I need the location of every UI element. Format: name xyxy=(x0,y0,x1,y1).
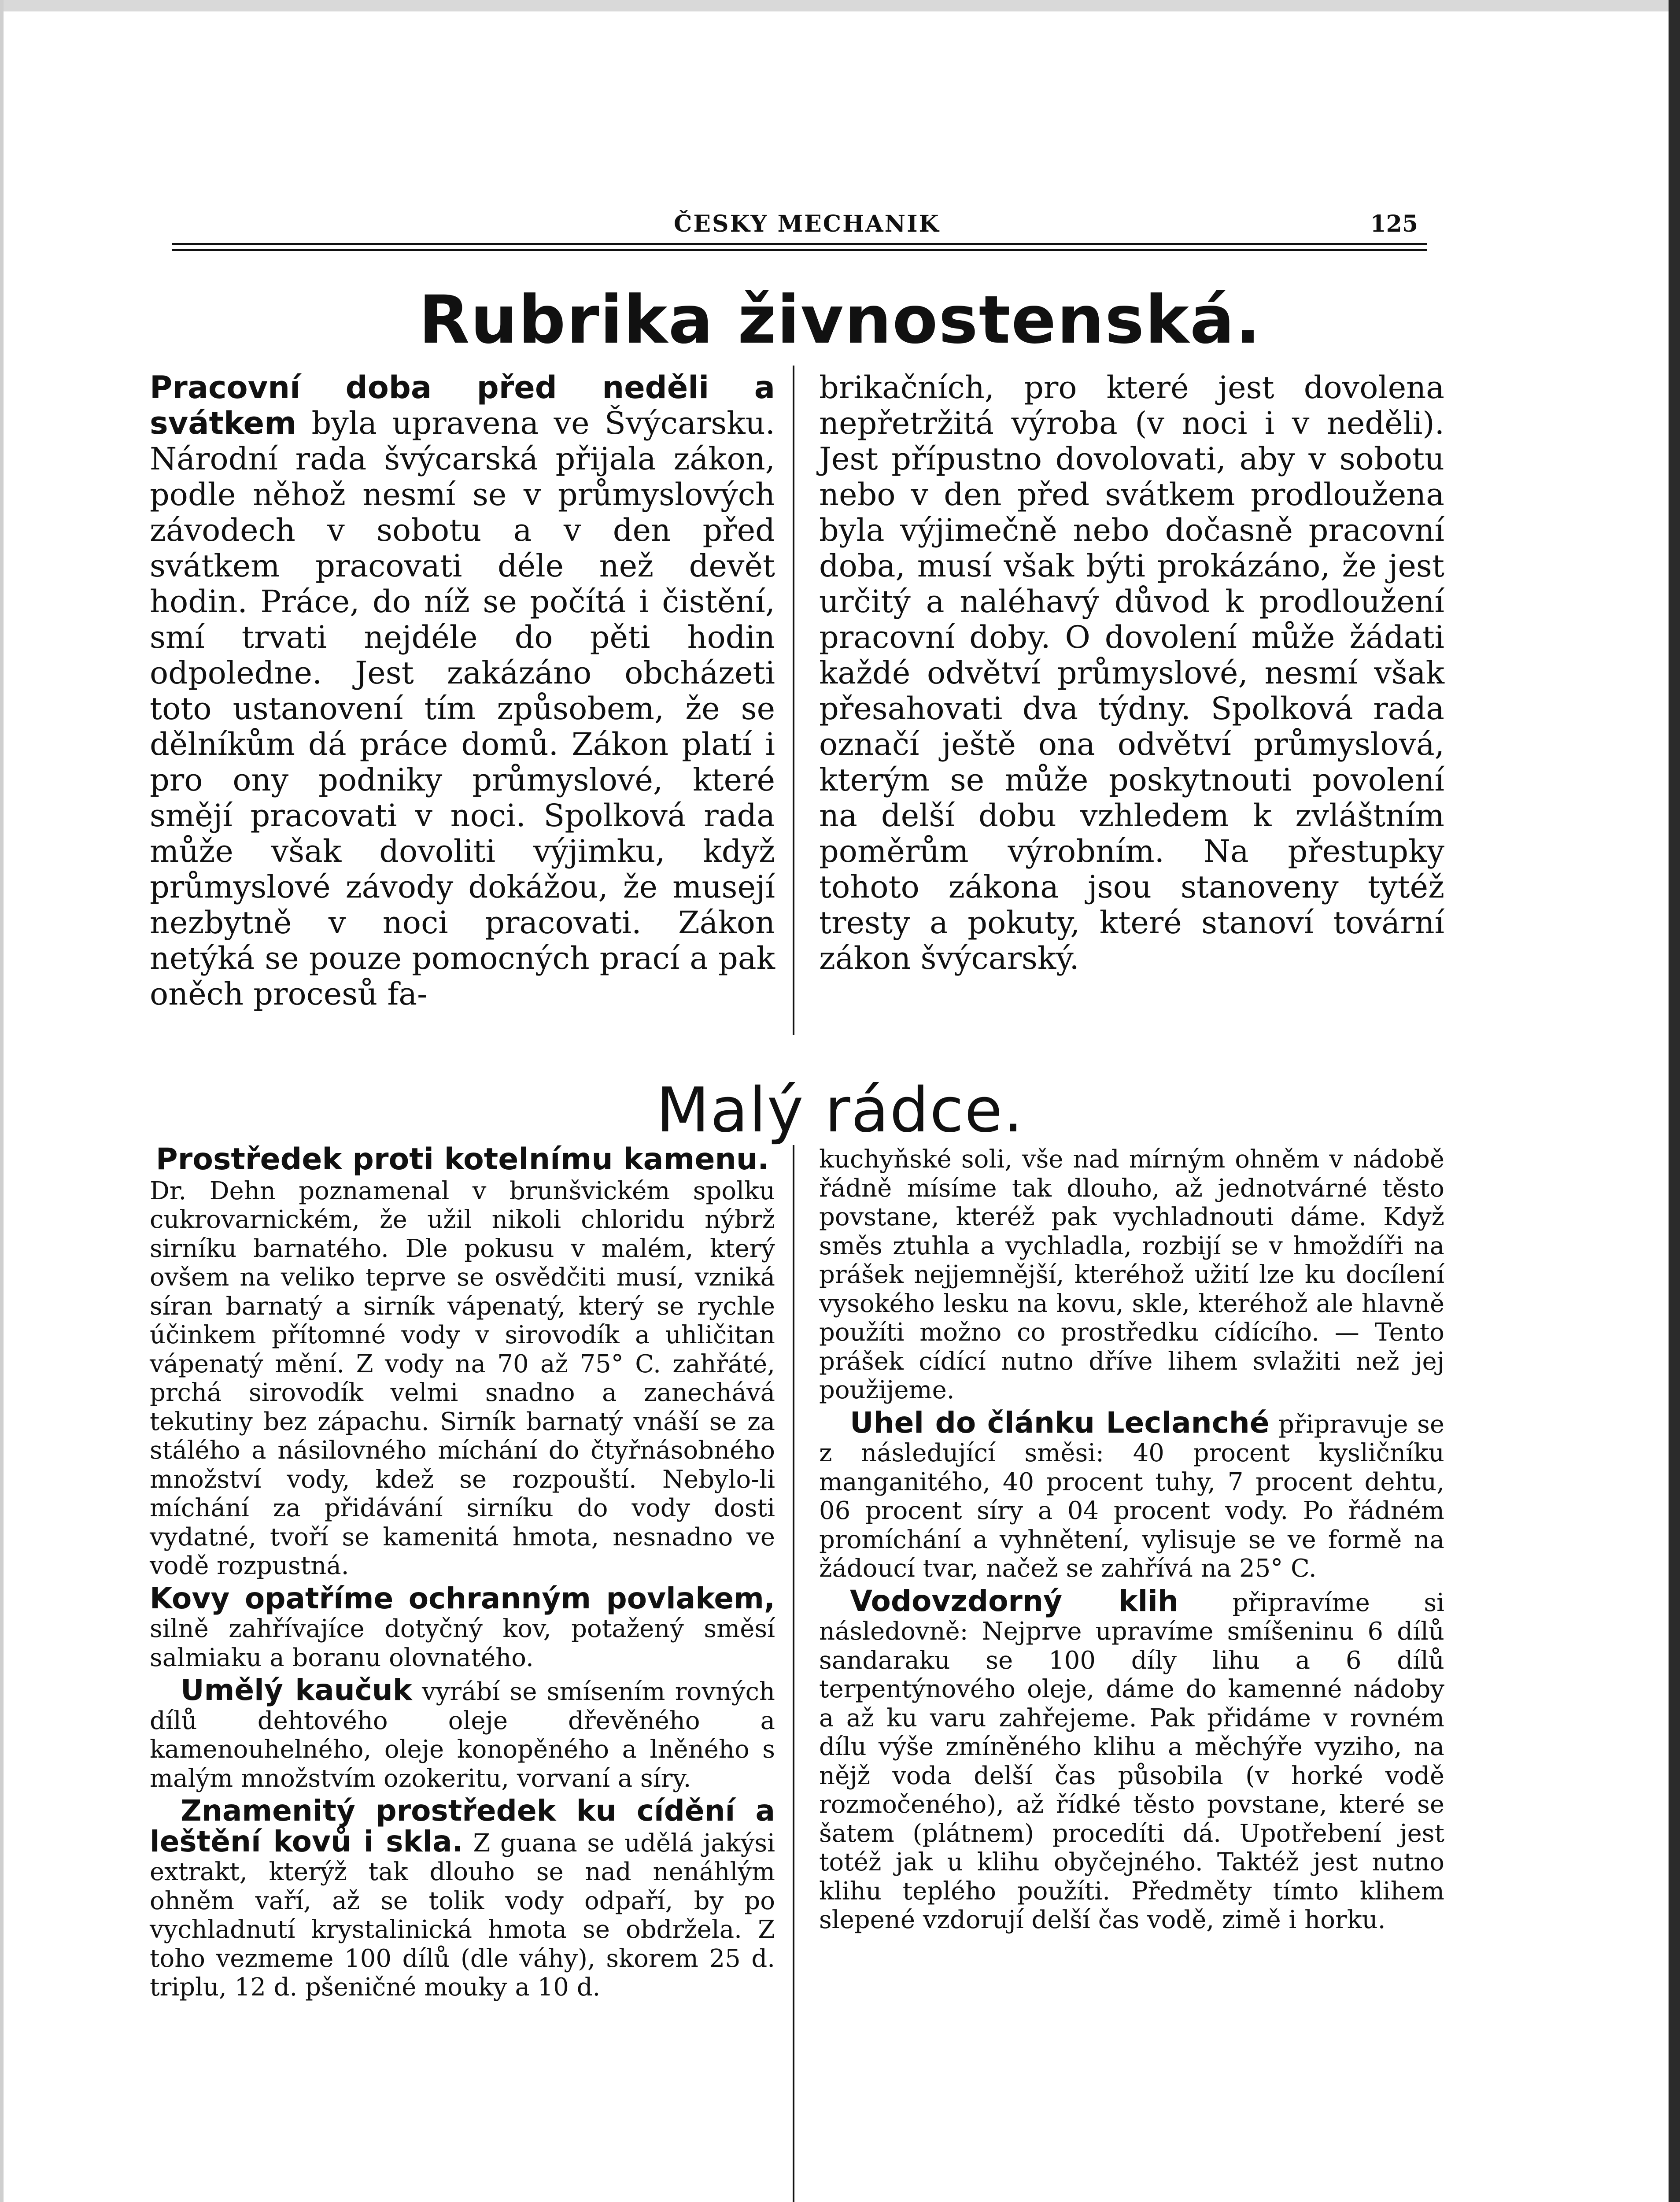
tips-column-left xyxy=(150,1142,775,2002)
article-column-right xyxy=(819,370,1444,976)
tip-text-leclanche: připravuje se z následující směsi: 40 procent kysličníku manganitého, 40 procent tuhy, 7 procent dehtu, 06 procent síry a 04 procent vody. Po řádném promíchání a vyhnětení, vylisuje se ve formě na žádoucí tvar, načež se zahřívá na 25° C. xyxy=(819,1410,1444,1583)
running-header xyxy=(172,211,1418,237)
tip-title-kotelni-kamen: Prostředek proti kotelnímu kamenu. xyxy=(155,1142,769,1177)
column-divider-top xyxy=(793,366,794,1035)
tip-text-klih: připravíme si následovně: Nejprve upravíme smíšeninu 6 dílů sandaraku se 100 díly lihu a 6 dílů terpentýnového oleje, dáme do kamenné nádoby a až ku varu zahřejeme. Pak přidáme v rovném dílu výše zmíněného klihu a měchýře vyziho, na nějž voda delší čas působila (v horké vodě rozmočeného), až řídké těsto povstane, které se šatem (plátnem) procedíti dá. Upotřebení jest totéž jak u klihu obyčejného. Taktéž jest nutno klihu teplého použíti. Předměty tímto klihem slepené vzdorují delší čas vodě, zimě i horku. xyxy=(819,1588,1444,1934)
tip-text-cideni-continued: kuchyňské soli, vše nad mírným ohněm v nádobě řádně mísíme tak dlouho, až jednotvárné těsto povstane, kteréž pak vychladnouti dáme. Když směs ztuhla a vychladla, rozbijí se v hmoždíři na prášek nejjemnější, kteréhož užití lze ku docílení vysokého lesku na kovu, skle, kteréhož ale hlavně použíti možno co prostředku cídícího. — Tento prášek cídící nutno dříve lihem svlažiti než jej použijeme. xyxy=(819,1145,1444,1404)
tip-lead-cideni: Znamenitý prostředek ku cídění a leštění kovů i skla. xyxy=(150,1794,775,1858)
header-rule-1 xyxy=(172,243,1427,245)
header-rule-2 xyxy=(172,249,1427,251)
tip-text-povlak: silně zahřívajíce dotyčný kov, potažený směsí salmiaku a boranu olovnatého. xyxy=(150,1615,775,1672)
article-column-left xyxy=(150,370,775,1012)
journal-title: ČESKY MECHANIK xyxy=(674,211,940,237)
tip-lead-leclanche: Uhel do článku Leclanché xyxy=(850,1405,1270,1440)
tip-text-kotelni-kamen: Dr. Dehn poznamenal v brunšvickém spolku cukrovarnickém, že užil nikoli chloridu nýbrž sirníku barnatého. Dle pokusu v malém, který ovšem na veliko teprve se osvědčiti musí, vzniká síran barnatý a sirník vápenatý, který se rychle účinkem přítomné vody v sirovodík a uhličitan vápenatý mění. Z vody na 70 až 75° C. zahřáté, prchá sirovodík velmi snadno a zanechává tekutiny bez zápachu. Sirník barnatý vnáší se za stálého a násilovného míchání do čtyřnásobného množství vody, kdež se rozpouští. Nebylo-li míchání za přidávání sirníku do vody dosti vydatné, tvoří se kamenitá hmota, nesnadno ve vodě rozpustná. xyxy=(150,1176,775,1580)
tip-text-cideni: Z guana se udělá jakýsi extrakt, kterýž tak dlouho se nad nenáhlým ohněm vaří, až se tolik vody odpaří, by po vychladnutí krystalinická hmota se obdržela. Z toho vezmeme 100 dílů (dle váhy), skorem 25 d. triplu, 12 d. pšeničné mouky a 10 d. xyxy=(150,1829,775,2002)
page-number: 125 xyxy=(1370,211,1418,237)
article-text-left: byla upravena ve Švýcarsku. Národní rada švýcarská přijala zákon, podle něhož nesmí se v průmyslových závodech v sobotu a v den před svátkem pracovati déle než devět hodin. Práce, do níž se počítá i čistění, smí trvati nejdéle do pěti hodin odpoledne. Jest zakázáno obcházeti toto ustanovení tím způsobem, že se dělníkům dá práce domů. Zákon platí i pro ony podniky průmyslové, které smějí pracovati v noci. Spolková rada může však dovoliti výjimku, když průmyslové závody dokážou, že musejí nezbytně v noci pracovati. Zákon netýká se pouze pomocných prací a pak oněch procesů fa- xyxy=(150,405,775,1012)
section-heading-maly-radce: Malý rádce. xyxy=(656,1075,1024,1146)
article-lead: Pracovní doba před neděli a svátkem xyxy=(150,369,775,441)
tips-column-right xyxy=(819,1145,1444,1935)
article-text-right: brikačních, pro které jest dovolena nepřetržitá výroba (v noci i v neděli). Jest přípustno dovolovati, aby v sobotu nebo v den před svátkem prodloužena byla výjimečně nebo dočasně pracovní doba, musí však býti prokázáno, že jest určitý a naléhavý důvod k prodloužení pracovní doby. O dovolení může žádati každé odvětví průmyslové, nesmí však přesahovati dva týdny. Spolková rada označí ještě ona odvětví průmyslová, kterým se může poskytnouti povolení na delší dobu vzhledem k zvláštním poměrům výrobním. Na přestupky tohoto zákona jsou stanoveny tytéž tresty a pokuty, které stanoví tovární zákon švýcarský. xyxy=(819,369,1444,976)
tip-lead-kaucuk: Umělý kaučuk xyxy=(181,1673,412,1707)
tip-lead-klih: Vodovzdorný klih xyxy=(850,1584,1178,1618)
scan-edge-top xyxy=(0,0,1680,11)
tip-lead-povlak: Kovy opatříme ochranným povlakem, xyxy=(150,1581,775,1615)
tip-text-kaucuk: vyrábí se smísením rovných dílů dehtového oleje dřevěného a kamenouhelného, oleje konopěného a lněného s malým množstvím ozokeritu, vorvaní a síry. xyxy=(150,1677,775,1793)
column-divider-bottom xyxy=(793,1145,794,2202)
section-heading-zivnostenska: Rubrika živnostenská. xyxy=(418,282,1262,358)
